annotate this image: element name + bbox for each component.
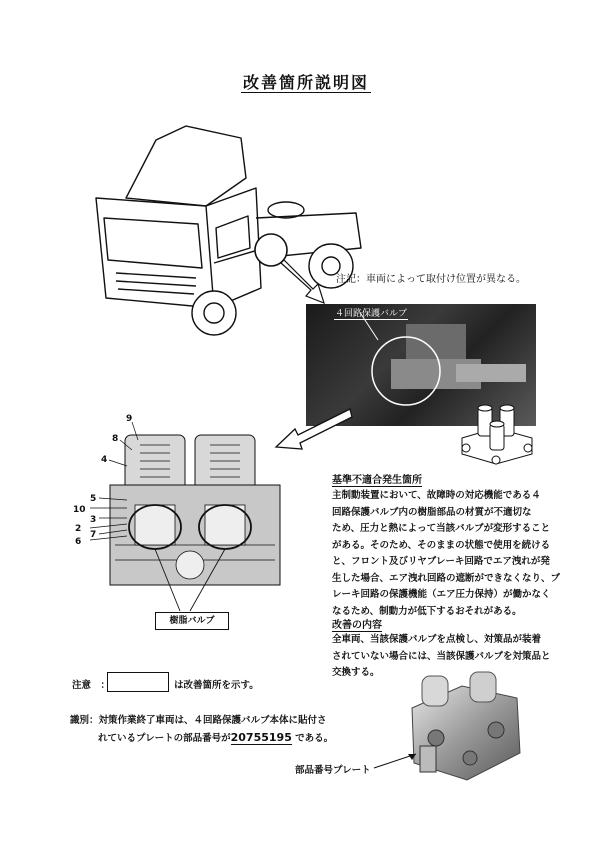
cause-line: ため、圧力と熱によって当該バルブが変形すること bbox=[332, 523, 551, 534]
ref-number: 3 bbox=[90, 515, 97, 525]
cause-line: 生した場合、エア洩れ回路の遮断ができなくなり、ブ bbox=[332, 572, 561, 584]
part-number: 20755195 bbox=[230, 731, 292, 744]
attention-sample-box bbox=[107, 672, 169, 692]
cause-line: 主制動装置において、故障時の対応機能である４ bbox=[332, 490, 541, 501]
ref-number: 2 bbox=[75, 524, 82, 534]
remedy-line: 交換する。 bbox=[332, 667, 380, 678]
cause-line: 回路保護バルブ内の樹脂部品の材質が不適切な bbox=[332, 506, 532, 518]
identification-note bbox=[70, 712, 333, 747]
identification-line-1: 識別：対策作業終了車両は、４回路保護バルブ本体に貼付さ bbox=[70, 715, 327, 726]
attention-label: 注意 ： bbox=[72, 680, 111, 691]
resin-valve-label: 樹脂バルブ bbox=[155, 612, 229, 630]
identification-line-2: れているプレートの部品番号が20755195 である。 bbox=[98, 731, 334, 744]
plate-label: 部品番号プレート bbox=[295, 765, 371, 776]
ref-leader-lines bbox=[82, 420, 142, 545]
cause-heading: 基準不適合発生箇所 bbox=[332, 475, 422, 486]
valve-sketch-icon bbox=[452, 398, 540, 472]
cause-text bbox=[332, 488, 560, 620]
plate-pointer-arrow-icon bbox=[372, 750, 422, 772]
ref-number: 7 bbox=[90, 530, 97, 540]
mounting-note: 注記：車両によって取付け位置が異なる。 bbox=[336, 274, 526, 285]
cause-line: と、フロント及びリヤブレーキ回路でエア洩れが発 bbox=[332, 556, 550, 567]
ref-number: 10 bbox=[73, 505, 86, 515]
page-title: 改善箇所説明図 bbox=[242, 73, 369, 92]
attention-desc: は改善箇所を示す。 bbox=[174, 680, 259, 691]
ref-number: 8 bbox=[112, 434, 119, 444]
cause-line: なるため、制動力が低下するおそれがある。 bbox=[332, 605, 522, 617]
cause-line: レーキ回路の保護機能（エア圧力保持）が働かなく bbox=[332, 589, 551, 600]
remedy-heading: 改善の内容 bbox=[332, 620, 382, 631]
ref-number: 6 bbox=[75, 537, 82, 547]
cause-line: がある。そのため、そのままの状態で使用を続ける bbox=[332, 539, 551, 551]
remedy-line: 全車両、当該保護バルブを点検し、対策品が装着 bbox=[332, 634, 542, 645]
photo-label: ４回路保護バルブ bbox=[334, 306, 408, 320]
ref-number: 5 bbox=[90, 494, 97, 504]
remedy-line: されていない場合には、当該保護バルブを対策品と bbox=[332, 650, 551, 662]
ref-number: 9 bbox=[126, 414, 133, 424]
ref-number: 4 bbox=[101, 455, 108, 465]
